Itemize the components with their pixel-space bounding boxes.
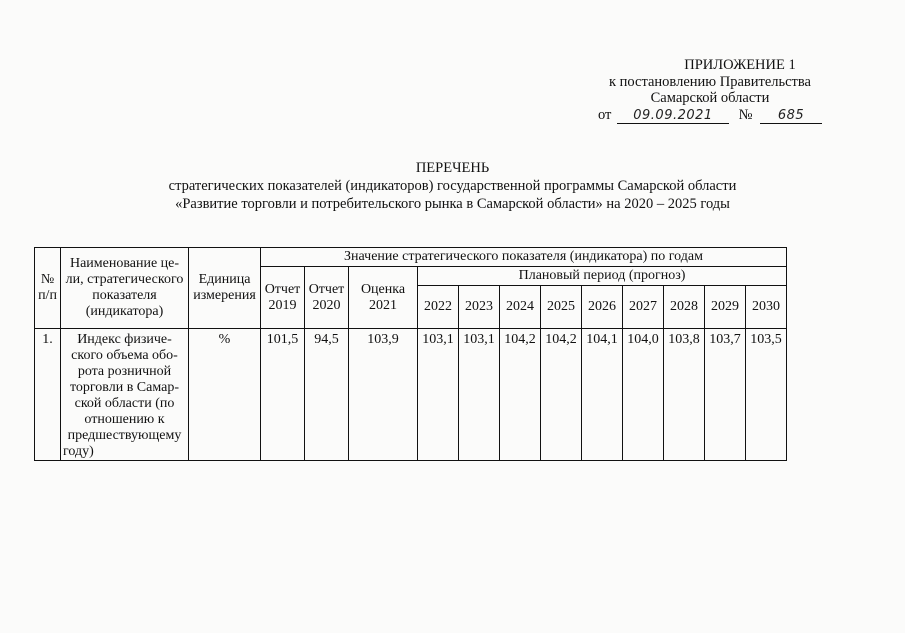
header-year: 2023 xyxy=(459,286,500,329)
handwritten-number: 685 xyxy=(760,109,822,124)
header-plan-group: Плановый период (прогноз) xyxy=(418,267,787,286)
row-plan-value: 104,1 xyxy=(582,329,623,461)
indicators-table xyxy=(34,247,787,461)
appendix-block xyxy=(560,57,860,124)
appendix-line-1: к постановлению Правительства xyxy=(609,73,811,90)
header-year: 2028 xyxy=(664,286,705,329)
row-report-2020: 94,5 xyxy=(305,329,349,461)
row-report-2019: 101,5 xyxy=(261,329,305,461)
number-prefix: № xyxy=(738,106,753,123)
row-plan-value: 104,0 xyxy=(623,329,664,461)
header-year: 2022 xyxy=(418,286,459,329)
header-report-2019: Отчет 2019 xyxy=(261,267,305,329)
header-name: Наименование це-ли, стратегического показателя (индикатора) xyxy=(61,248,189,329)
row-plan-value: 103,1 xyxy=(418,329,459,461)
header-year: 2030 xyxy=(746,286,787,329)
table-header xyxy=(35,248,787,329)
row-plan-value: 103,7 xyxy=(705,329,746,461)
header-estimate-2021: Оценка 2021 xyxy=(349,267,418,329)
row-unit: % xyxy=(189,329,261,461)
appendix-date-line xyxy=(560,107,860,124)
header-no: № п/п xyxy=(35,248,61,329)
header-unit: Единица измерения xyxy=(189,248,261,329)
row-plan-value: 103,1 xyxy=(459,329,500,461)
header-year: 2026 xyxy=(582,286,623,329)
table-row xyxy=(35,329,787,461)
heading-title: ПЕРЕЧЕНЬ xyxy=(415,160,490,176)
appendix-title: ПРИЛОЖЕНИЕ 1 xyxy=(684,57,796,73)
header-values-group: Значение стратегического показателя (индикатора) по годам xyxy=(261,248,787,267)
header-report-2020: Отчет 2020 xyxy=(305,267,349,329)
handwritten-date: 09.09.2021 xyxy=(617,109,729,124)
header-year: 2029 xyxy=(705,286,746,329)
header-year: 2024 xyxy=(500,286,541,329)
heading-line-2: «Развитие торговли и потребительского рынка в Самарской области» на 2020 – 2025 годы xyxy=(175,196,730,212)
appendix-line-2: Самарской области xyxy=(650,90,770,106)
heading-line-1: стратегических показателей (индикаторов) государственной программы Самарской области xyxy=(168,178,737,194)
row-no: 1. xyxy=(35,329,61,461)
row-estimate-2021: 103,9 xyxy=(349,329,418,461)
header-year: 2025 xyxy=(541,286,582,329)
row-plan-value: 103,5 xyxy=(746,329,787,461)
row-plan-value: 104,2 xyxy=(500,329,541,461)
row-plan-value: 103,8 xyxy=(664,329,705,461)
row-plan-value: 104,2 xyxy=(541,329,582,461)
row-name: Индекс физиче-ского объема обо-рота розничной торговли в Самар-ской области (по отношению к предшествующему году) xyxy=(61,329,189,461)
document-heading xyxy=(0,159,905,213)
header-year: 2027 xyxy=(623,286,664,329)
date-prefix: от xyxy=(597,106,612,123)
